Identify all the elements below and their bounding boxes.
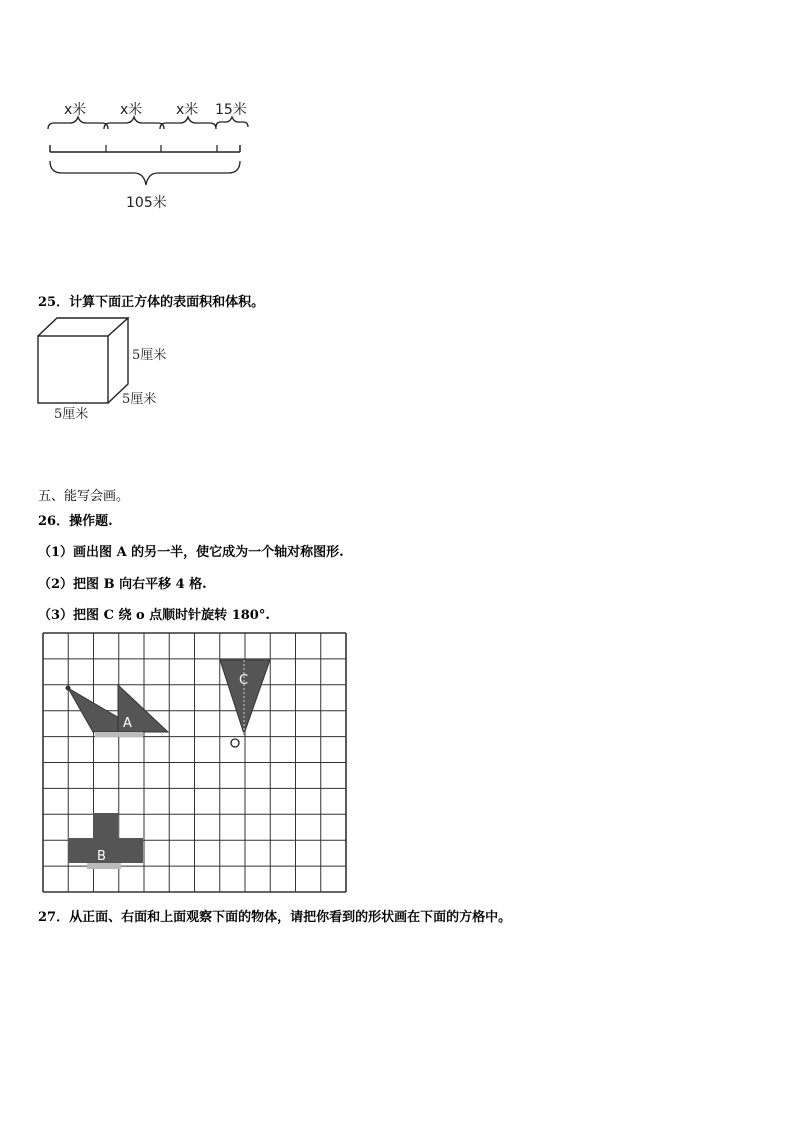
segment-total-label: 105米 [126,195,167,211]
cube-width-label: 5厘米 [54,407,89,422]
shape-a-label: A [123,716,132,731]
shape-c-label: C [239,673,249,688]
segment-label-3: x米 [176,102,199,118]
segment-label-2: x米 [120,102,143,118]
q25-text: 25．计算下面正方体的表面积和体积。 [38,295,265,310]
cube-drawing [36,316,136,406]
section-5-heading: 五、能写会画。 [38,489,130,504]
cube-figure [36,316,186,426]
segment-label-4: 15米 [215,102,247,118]
q26-item-3: （3）把图 C 绕 o 点顺时针旋转 180°. [38,608,270,623]
q26-title: 26．操作题. [38,514,113,529]
cube-height-label: 5厘米 [132,348,167,363]
segment-diagram [40,95,260,215]
point-o-label [228,730,235,744]
shape-b-top [93,813,118,838]
cube-depth-label: 5厘米 [122,392,157,407]
shape-c [220,660,270,734]
q26-item-1: （1）画出图 A 的另一半，使它成为一个轴对称图形. [38,545,344,560]
transform-grid [40,630,356,898]
shape-b-label: B [97,849,106,864]
shape-a-shadow [95,732,143,737]
brace-bottom [50,161,240,185]
segment-label-1: x米 [64,102,87,118]
q27-text: 27．从正面、右面和上面观察下面的物体，请把你看到的形状画在下面的方格中。 [38,910,512,925]
q26-item-2: （2）把图 B 向右平移 4 格. [38,577,207,592]
grid-drawing [40,630,356,898]
